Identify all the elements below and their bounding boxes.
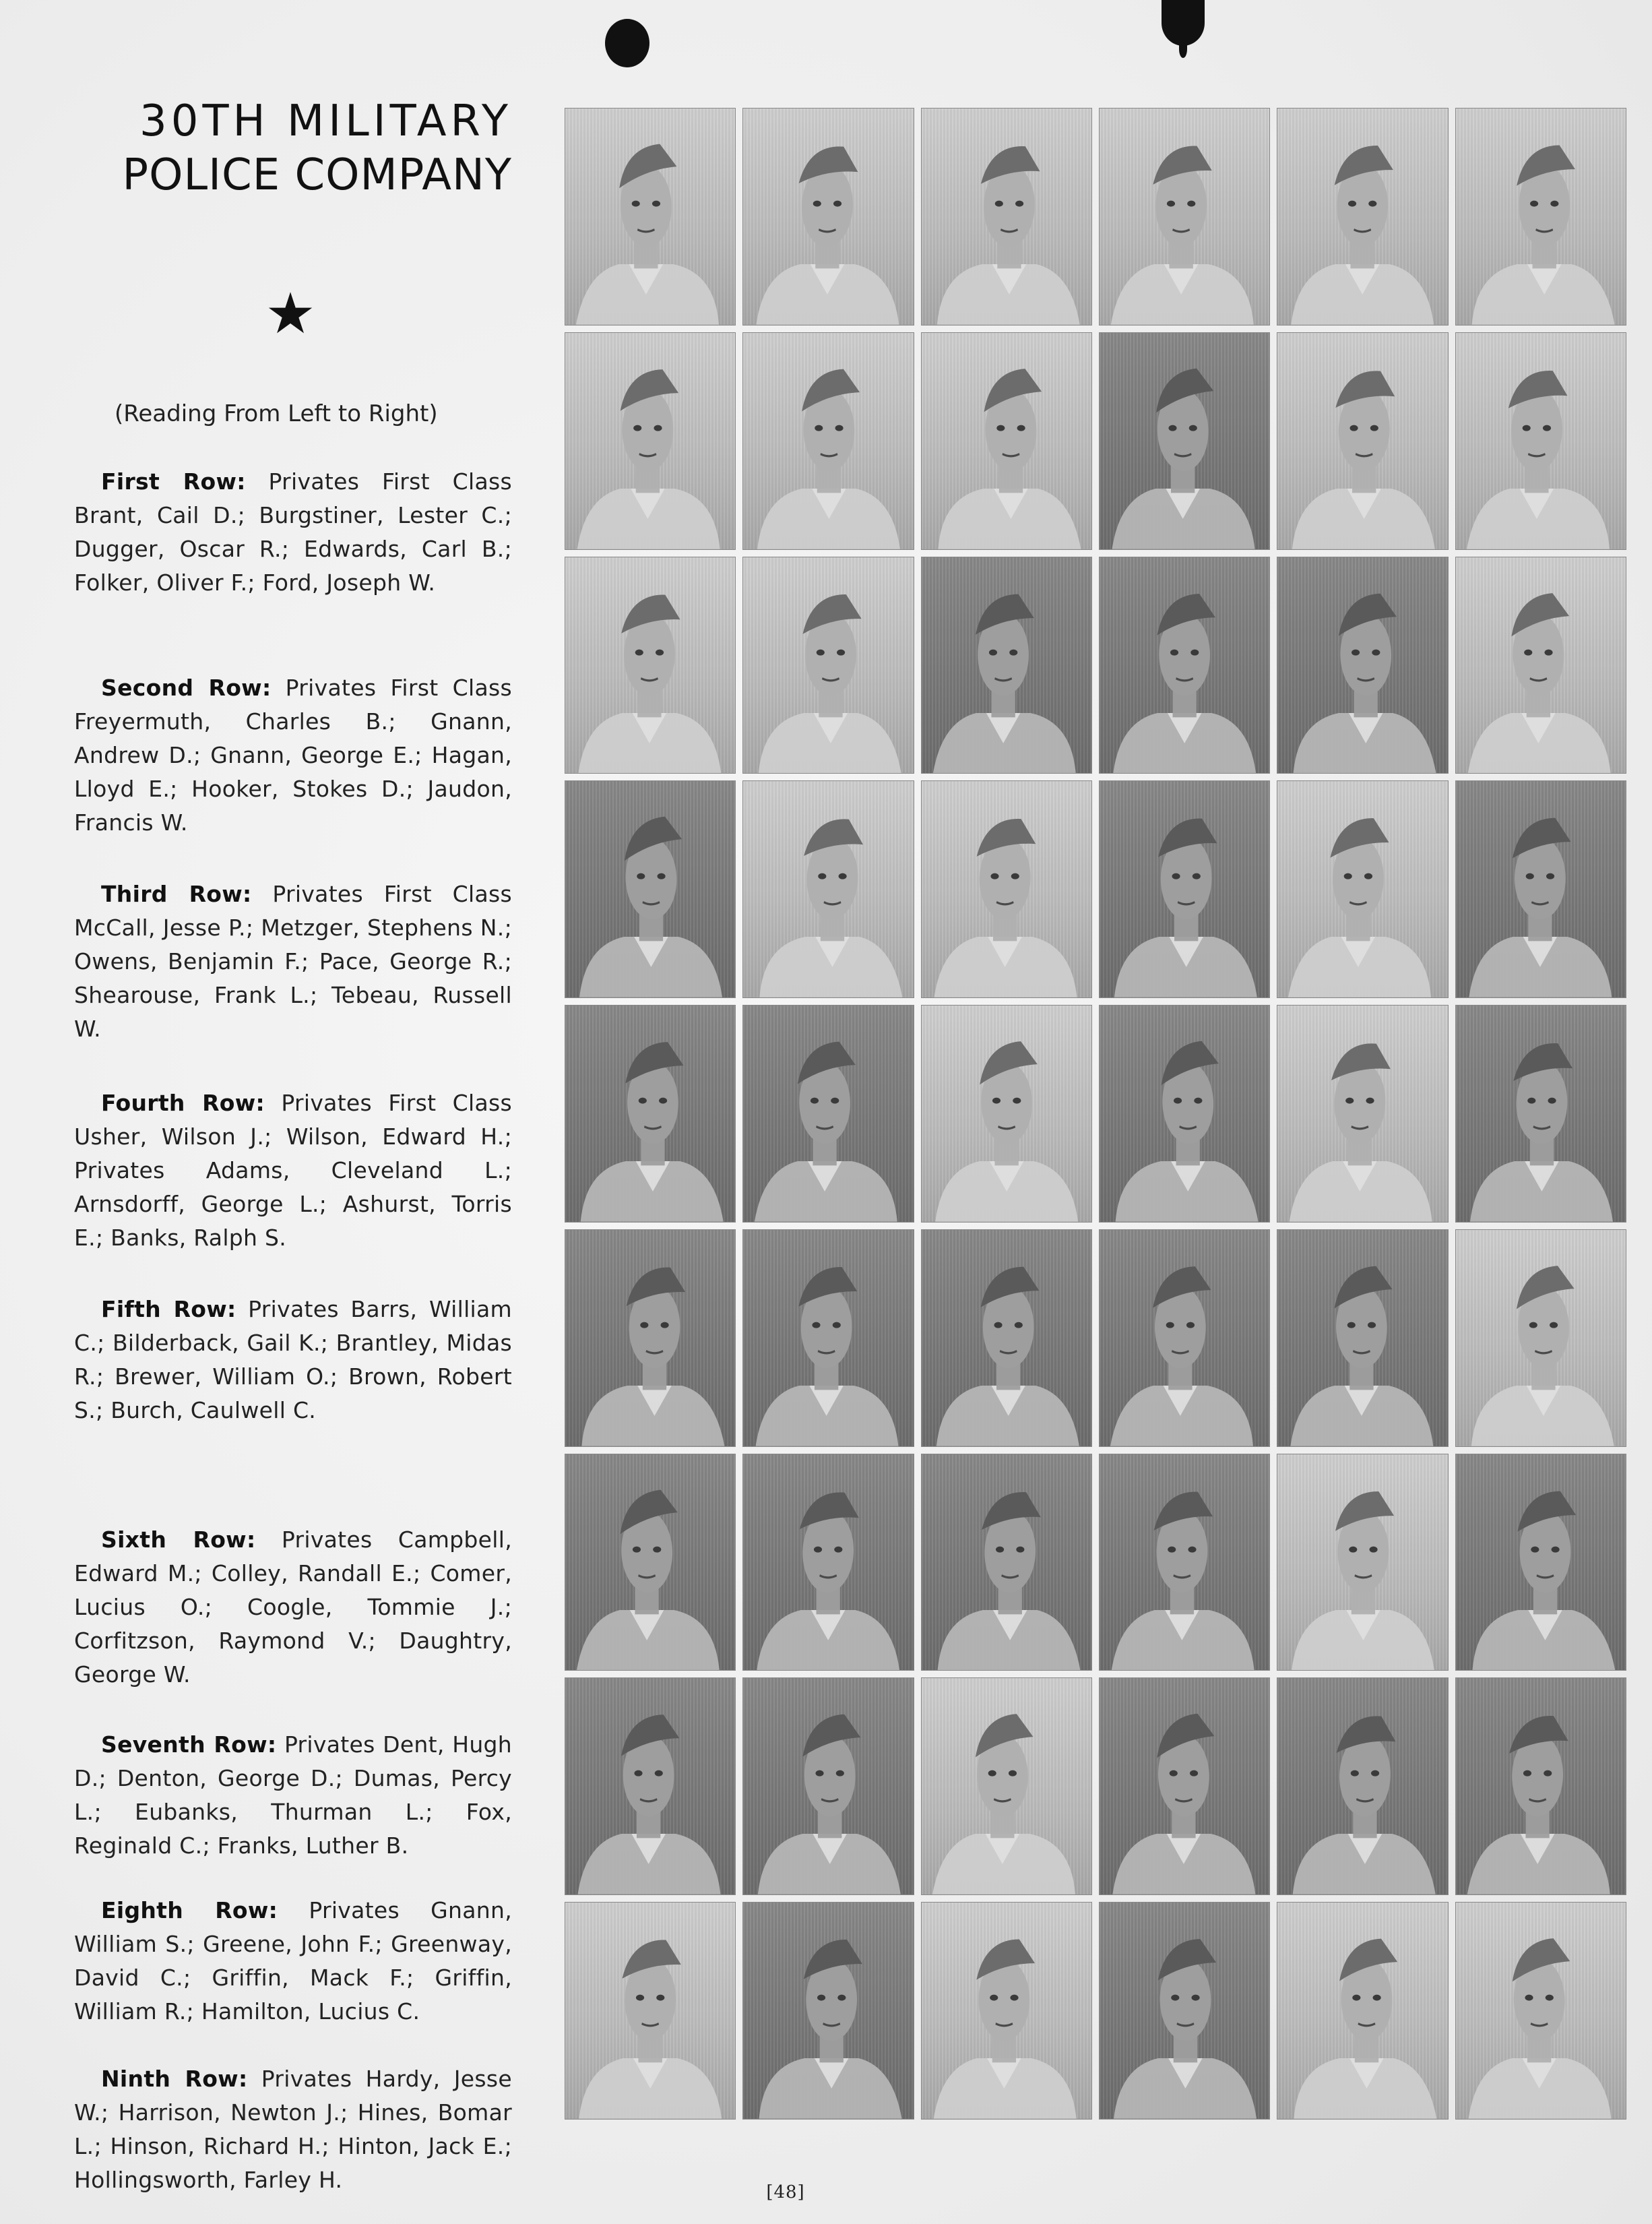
soldier-silhouette (565, 1903, 735, 2119)
soldier-silhouette (743, 1454, 913, 1671)
portrait-photo (1277, 1902, 1448, 2120)
soldier-silhouette (1100, 333, 1269, 549)
soldier-silhouette (1100, 1454, 1269, 1671)
portrait-photo (565, 108, 736, 326)
portrait-photo (742, 332, 914, 550)
portrait-photo (921, 1677, 1092, 1895)
soldier-silhouette (1456, 1903, 1626, 2119)
row-label: Third Row: (101, 881, 252, 907)
soldier-silhouette (1277, 333, 1447, 549)
row-label: Seventh Row: (101, 1731, 277, 1758)
soldier-silhouette (1456, 557, 1626, 774)
soldier-silhouette (1456, 1454, 1626, 1671)
soldier-silhouette (1277, 1454, 1447, 1671)
soldier-silhouette (1456, 1230, 1626, 1446)
soldier-silhouette (565, 1678, 735, 1894)
row-names: Privates Gnann, William S.; Greene, John F.; Greenway, David C.; Griffin, Mack F.; Griffin, William R.; Hamilton, Lucius C. (74, 1897, 512, 2025)
soldier-silhouette (1277, 1006, 1447, 1222)
portrait-photo (565, 557, 736, 774)
row-caption-5 (74, 1293, 512, 1427)
row-label: Ninth Row: (101, 2066, 248, 2092)
portrait-photo (921, 1005, 1092, 1223)
portrait-photo (921, 1902, 1092, 2120)
title-line-2: POLICE COMPANY (122, 150, 512, 200)
soldier-silhouette (922, 781, 1091, 997)
portrait-photo (1455, 780, 1626, 998)
row-caption-7 (74, 1728, 512, 1863)
portrait-photo (565, 332, 736, 550)
soldier-silhouette (922, 333, 1091, 549)
page-title (67, 94, 512, 202)
soldier-silhouette (743, 109, 913, 325)
soldier-silhouette (922, 1454, 1091, 1671)
soldier-silhouette (1277, 557, 1447, 774)
soldier-silhouette (1456, 781, 1626, 997)
row-caption-8 (74, 1894, 512, 2029)
portrait-photo (742, 1454, 914, 1671)
portrait-photo (1277, 1454, 1448, 1671)
soldier-silhouette (922, 557, 1091, 774)
row-caption-4 (74, 1086, 512, 1255)
reading-note: (Reading From Left to Right) (115, 400, 438, 427)
row-label: Fifth Row: (101, 1296, 236, 1322)
caption-column (67, 94, 513, 2193)
soldier-silhouette (1100, 1903, 1269, 2119)
row-names: Privates First Class Brant, Cail D.; Burgstiner, Lester C.; Dugger, Oscar R.; Edwards, Carl B.; Folker, Oliver F.; Ford, Joseph W. (74, 468, 512, 596)
portrait-photo (742, 1229, 914, 1447)
row-caption-9 (74, 2062, 512, 2197)
soldier-silhouette (1277, 781, 1447, 997)
portrait-photo (921, 780, 1092, 998)
row-names: Privates Hardy, Jesse W.; Harrison, Newton J.; Hines, Bomar L.; Hinson, Richard H.; Hinton, Jack E.; Hollingsworth, Farley H. (74, 2066, 512, 2193)
soldier-silhouette (1100, 109, 1269, 325)
portrait-photo (1099, 1902, 1270, 2120)
portrait-photo (1099, 1454, 1270, 1671)
portrait-photo (742, 780, 914, 998)
soldier-silhouette (743, 557, 913, 774)
portrait-photo (1099, 557, 1270, 774)
row-label: First Row: (101, 468, 246, 495)
portrait-photo (742, 1005, 914, 1223)
soldier-silhouette (565, 781, 735, 997)
portrait-photo (921, 332, 1092, 550)
portrait-photo (565, 1229, 736, 1447)
soldier-silhouette (565, 557, 735, 774)
portrait-photo (1277, 1677, 1448, 1895)
portrait-photo (1455, 557, 1626, 774)
soldier-silhouette (565, 1230, 735, 1446)
row-names: Privates Campbell, Edward M.; Colley, Randall E.; Comer, Lucius O.; Coogle, Tommie J.; Corfitzson, Raymond V.; Daughtry, George W. (74, 1526, 513, 1688)
portrait-photo (565, 1902, 736, 2120)
soldier-silhouette (565, 333, 735, 549)
row-names: Privates First Class Usher, Wilson J.; Wilson, Edward H.; Privates Adams, Cleveland L.; Arnsdorff, George L.; Ashurst, Torris E.; Banks, Ralph S. (74, 1090, 512, 1251)
portrait-photo (1099, 108, 1270, 326)
portrait-photo (1455, 108, 1626, 326)
portrait-photo (742, 1902, 914, 2120)
soldier-silhouette (743, 333, 913, 549)
soldier-silhouette (743, 1903, 913, 2119)
portrait-grid (565, 108, 1626, 2120)
portrait-photo (1277, 557, 1448, 774)
soldier-silhouette (565, 1006, 735, 1222)
row-names: Privates First Class McCall, Jesse P.; Metzger, Stephens N.; Owens, Benjamin F.; Pace, George R.; Shearouse, Frank L.; Tebeau, Russell W. (74, 881, 512, 1042)
portrait-photo (921, 108, 1092, 326)
portrait-photo (1099, 1005, 1270, 1223)
row-caption-3 (74, 877, 512, 1046)
soldier-silhouette (565, 1454, 735, 1671)
portrait-photo (1277, 780, 1448, 998)
soldier-silhouette (1456, 333, 1626, 549)
soldier-silhouette (922, 1678, 1091, 1894)
portrait-photo (1277, 332, 1448, 550)
soldier-silhouette (743, 781, 913, 997)
row-caption-1 (74, 465, 512, 600)
soldier-silhouette (1100, 557, 1269, 774)
portrait-photo (565, 1677, 736, 1895)
soldier-silhouette (1100, 781, 1269, 997)
portrait-photo (1455, 1005, 1626, 1223)
soldier-silhouette (1456, 1678, 1626, 1894)
soldier-silhouette (743, 1006, 913, 1222)
soldier-silhouette (565, 109, 735, 325)
soldier-silhouette (922, 1006, 1091, 1222)
portrait-photo (742, 1677, 914, 1895)
portrait-photo (1099, 1677, 1270, 1895)
row-label: Eighth Row: (101, 1897, 278, 1923)
soldier-silhouette (1456, 1006, 1626, 1222)
portrait-photo (1455, 1677, 1626, 1895)
soldier-silhouette (743, 1678, 913, 1894)
portrait-photo (565, 780, 736, 998)
punch-hole-left (605, 19, 649, 67)
portrait-photo (1099, 1229, 1270, 1447)
soldier-silhouette (1100, 1678, 1269, 1894)
portrait-photo (1455, 1454, 1626, 1671)
title-line-1: 30TH MILITARY (139, 96, 512, 146)
portrait-photo (921, 1454, 1092, 1671)
punch-hole-right (1162, 0, 1205, 46)
star-icon: ★ (265, 280, 316, 346)
page-number: [48] (766, 2182, 805, 2202)
portrait-photo (1277, 108, 1448, 326)
row-names: Privates Barrs, William C.; Bilderback, Gail K.; Brantley, Midas R.; Brewer, William O.; Brown, Robert S.; Burch, Caulwell C. (74, 1296, 512, 1423)
portrait-photo (1099, 780, 1270, 998)
row-label: Second Row: (101, 675, 272, 701)
soldier-silhouette (743, 1230, 913, 1446)
row-caption-6 (74, 1523, 512, 1692)
portrait-photo (1455, 1902, 1626, 2120)
soldier-silhouette (1456, 109, 1626, 325)
portrait-photo (921, 1229, 1092, 1447)
row-names: Privates Dent, Hugh D.; Denton, George D.; Dumas, Percy L.; Eubanks, Thurman L.; Fox, Reginald C.; Franks, Luther B. (74, 1731, 512, 1859)
row-label: Fourth Row: (101, 1090, 265, 1116)
soldier-silhouette (1100, 1230, 1269, 1446)
portrait-photo (1277, 1229, 1448, 1447)
row-label: Sixth Row: (101, 1526, 256, 1553)
soldier-silhouette (922, 1230, 1091, 1446)
portrait-photo (1455, 332, 1626, 550)
portrait-photo (1455, 1229, 1626, 1447)
row-names: Privates First Class Freyermuth, Charles B.; Gnann, Andrew D.; Gnann, George E.; Hagan, Lloyd E.; Hooker, Stokes D.; Jaudon, Francis W. (74, 675, 512, 836)
soldier-silhouette (922, 1903, 1091, 2119)
soldier-silhouette (1277, 109, 1447, 325)
soldier-silhouette (1277, 1230, 1447, 1446)
soldier-silhouette (922, 109, 1091, 325)
portrait-photo (565, 1454, 736, 1671)
portrait-photo (921, 557, 1092, 774)
portrait-photo (742, 557, 914, 774)
soldier-silhouette (1277, 1903, 1447, 2119)
portrait-photo (1099, 332, 1270, 550)
portrait-photo (1277, 1005, 1448, 1223)
portrait-photo (565, 1005, 736, 1223)
soldier-silhouette (1277, 1678, 1447, 1894)
soldier-silhouette (1100, 1006, 1269, 1222)
row-caption-2 (74, 671, 512, 840)
portrait-photo (742, 108, 914, 326)
